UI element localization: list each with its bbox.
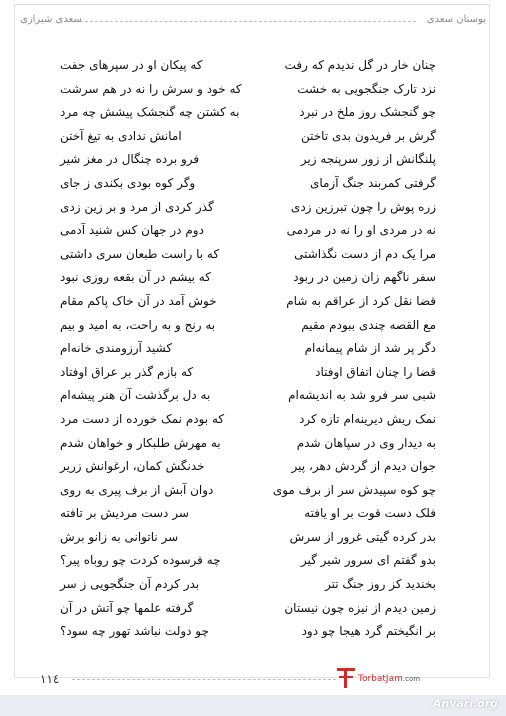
footer-band (0, 695, 506, 716)
hemistich-second: به مهرش طلبکار و خواهان شدم (60, 435, 221, 450)
poem-body (60, 58, 436, 648)
hemistich-first: نمک ریش دیرینه‌ام تازه کرد (299, 411, 436, 426)
hemistich-first: بخندید کز روز جنگ تتر (325, 577, 436, 592)
hemistich-second: سر دست مردیش بر تافته (60, 506, 189, 521)
hemistich-second: که خود و سرش را نه در هم سرشت (60, 81, 242, 96)
hemistich-second: به کشتن چه گنجشک پیشش چه مرد (60, 105, 240, 120)
verse-row (60, 129, 436, 153)
verse-row (60, 294, 436, 318)
hemistich-second: گرفته علمها چو آتش در آن (60, 600, 194, 615)
hemistich-second: که بازم گذر بر عراق اوفتاد (60, 364, 194, 379)
hemistich-second: سر ناتوانی به زانو برش (60, 529, 179, 544)
hemistich-second: چه فرسوده کردت چو روباه پیر؟ (60, 553, 221, 568)
verse-row (60, 82, 436, 106)
page-header (20, 14, 486, 32)
verse-row (60, 483, 436, 507)
hemistich-first: مرا یک دم از دست نگذاشتی (294, 246, 436, 261)
verse-row (60, 223, 436, 247)
hemistich-first: چو کوه سپیدش سر از برف موی (272, 482, 436, 497)
hemistich-second: خوش آمد در آن خاک پاکم مقام (60, 293, 217, 308)
verse-row (60, 436, 436, 460)
hemistich-first: دگر پر شد از شام پیمانه‌ام (304, 341, 436, 356)
verse-row (60, 318, 436, 342)
hemistich-first: زمین دیدم از نیزه چون نیستان (284, 600, 436, 615)
hemistich-first: گرش بر فریدون بدی تاختن (300, 128, 436, 143)
hemistich-first: بدر کرده گیتی غرور از سرش (289, 529, 436, 544)
verse-row (60, 530, 436, 554)
hemistich-second: چو دولت نباشد تهور چه سود؟ (60, 624, 209, 639)
hemistich-second: دوان آبش از برف پیری به روی (60, 482, 214, 497)
hemistich-first: نه در مردی او را نه در مردمی (286, 223, 436, 238)
hemistich-second: که بودم نمک خورده از دست مرد (60, 411, 225, 426)
verse-row (60, 152, 436, 176)
watermark: Anvari.org (432, 697, 498, 710)
page-footer (20, 666, 486, 690)
verse-row (60, 388, 436, 412)
hemistich-first: چنان خار در گل ندیدم که رفت (284, 58, 436, 72)
hemistich-first: مع القصه چندی ببودم مقیم (301, 317, 436, 332)
verse-row (60, 200, 436, 224)
hemistich-first: قضا را چنان اتفاق اوفتاد (315, 364, 436, 379)
verse-row (60, 270, 436, 294)
hemistich-second: به رنج و به راحت، به امید و بیم (60, 317, 216, 332)
hemistich-second: که پیکان او در سپرهای جفت (60, 58, 203, 72)
hemistich-second: که با راست طبعان سری داشتی (60, 246, 220, 261)
book-title: بوستان سعدی (426, 14, 486, 25)
verse-row (60, 247, 436, 271)
verse-row (60, 506, 436, 530)
page-number: ١١٤ (40, 672, 60, 686)
verse-row (60, 341, 436, 365)
hemistich-second: به دل برگذشت آن هنر پیشه‌ام (60, 388, 211, 403)
verse-row (60, 624, 436, 648)
hemistich-first: نزد تارک جنگجویی به خشت (297, 81, 436, 96)
author-name: سعدی شیرازی (20, 14, 82, 25)
verse-row (60, 577, 436, 601)
logo-text: TorbatJam.com (358, 674, 421, 684)
hemistich-first: چو گنجشک روز ملخ در نبرد (299, 105, 436, 120)
verse-row (60, 365, 436, 389)
hemistich-first: بر انگیختم گرد هیجا چو دود (301, 624, 436, 639)
hemistich-first: بدو گفتم ای سرور شیر گیر (300, 553, 436, 568)
hemistich-first: فلک دست قوت بر او یافته (304, 506, 436, 521)
verse-row (60, 105, 436, 129)
hemistich-first: زره پوش را چون تبرزین زدی (290, 199, 436, 214)
hemistich-first: شبی سر فرو شد به اندیشه‌ام (288, 388, 436, 403)
hemistich-second: گذر کردی از مرد و بر زین زدی (60, 199, 214, 214)
verse-row (60, 601, 436, 625)
hemistich-second: فرو برده چنگال در مغز شیر (60, 152, 200, 167)
header-divider (80, 21, 416, 22)
hemistich-first: پلنگانش از زور سرپنجه زیر (300, 152, 436, 167)
hemistich-second: وگر کوه بودی بکندی ز جای (60, 175, 196, 190)
verse-row (60, 553, 436, 577)
verse-row (60, 176, 436, 200)
verse-row (60, 459, 436, 483)
hemistich-second: خدنگش کمان، ارغوانش زریر (60, 459, 205, 474)
site-logo (336, 666, 446, 690)
footer-divider (72, 679, 336, 680)
hemistich-first: جوان دیدم از گردش دهر، پیر (291, 459, 436, 474)
hemistich-second: امانش ندادی به تیغ آختن (60, 128, 182, 143)
hemistich-second: بدر کردم آن جنگجویی ز سر (60, 577, 200, 592)
hemistich-first: به دیدار وی در سپاهان شدم (296, 435, 436, 450)
hemistich-second: که بیشم در آن بقعه روزی نبود (60, 270, 211, 285)
verse-row (60, 58, 436, 82)
verse-row (60, 412, 436, 436)
hemistich-first: گرفتی کمربند جنگ آزمای (309, 175, 436, 190)
logo-mark-icon (336, 666, 358, 690)
hemistich-first: قضا نقل کرد از عراقم به شام (286, 293, 436, 308)
hemistich-second: دوم در جهان کس شنید آدمی (60, 223, 204, 238)
hemistich-second: کشید آرزومندی خانه‌ام (60, 341, 173, 356)
hemistich-first: سفر ناگهم زان زمین در ربود (293, 270, 436, 285)
